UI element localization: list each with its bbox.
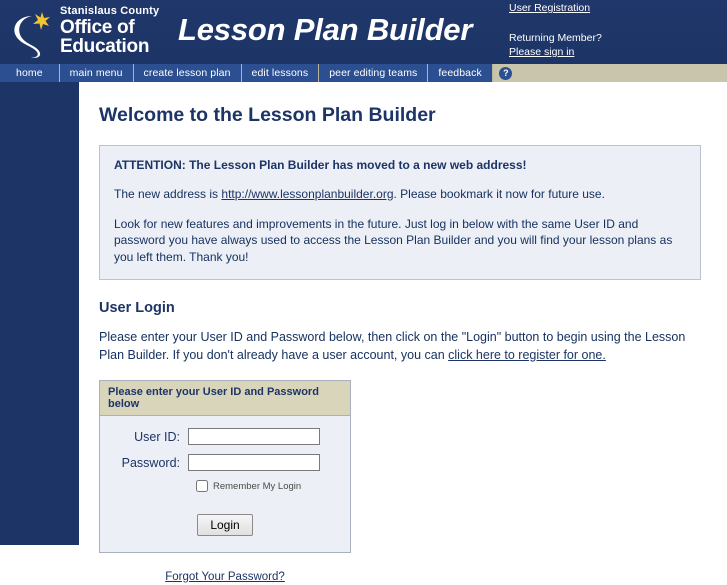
- login-panel-header: Please enter your User ID and Password below: [100, 381, 350, 416]
- logo-line-county: Stanislaus County: [60, 5, 160, 17]
- main-navigation: [0, 64, 727, 82]
- help-icon: ?: [499, 67, 512, 80]
- main-content: [79, 82, 727, 583]
- password-input[interactable]: [188, 454, 320, 471]
- attention-title: ATTENTION: The Lesson Plan Builder has moved to a new web address!: [114, 158, 527, 172]
- user-registration-link[interactable]: User Registration: [509, 2, 591, 14]
- login-button-row: [110, 514, 340, 536]
- remember-login-row: [196, 480, 340, 492]
- logo[interactable]: [8, 2, 176, 64]
- please-sign-in-link[interactable]: Please sign in: [509, 46, 575, 58]
- body-wrapper: [0, 82, 727, 583]
- nav-item-main-menu[interactable]: main menu: [60, 64, 134, 82]
- remember-login-label: Remember My Login: [213, 480, 302, 492]
- logo-text: [60, 6, 159, 56]
- password-label: Password:: [121, 455, 180, 470]
- left-rail: [0, 82, 79, 545]
- nav-item-create-lesson-plan[interactable]: create lesson plan: [134, 64, 242, 82]
- page-title: Welcome to the Lesson Plan Builder: [99, 104, 436, 126]
- login-instructions: [99, 328, 699, 364]
- attention-details: Look for new features and improvements in the future. Just log in below with the same User ID and password you have always used to access the Lesson Plan Builder and you will find your lesson plans as you left them. Thank you!: [114, 217, 673, 264]
- login-panel: [99, 380, 351, 553]
- nav-item-edit-lessons[interactable]: edit lessons: [242, 64, 320, 82]
- userid-input[interactable]: [188, 428, 320, 445]
- logo-line-education: Education: [60, 35, 150, 57]
- register-link[interactable]: click here to register for one.: [448, 347, 606, 362]
- forgot-password-link[interactable]: Forgot Your Password?: [165, 571, 285, 583]
- attention-address-post: . Please bookmark it now for future use.: [393, 187, 605, 201]
- remember-login-checkbox[interactable]: [196, 480, 208, 492]
- login-button[interactable]: Login: [197, 514, 252, 536]
- userid-row: [110, 428, 340, 445]
- password-row: [110, 454, 340, 471]
- nav-item-home[interactable]: home: [0, 64, 60, 82]
- returning-member-label: Returning Member?: [509, 32, 602, 44]
- nav-item-peer-editing-teams[interactable]: peer editing teams: [319, 64, 428, 82]
- userid-label: User ID:: [134, 429, 180, 444]
- nav-item-feedback[interactable]: feedback: [428, 64, 492, 82]
- logo-line-office: Office of: [60, 17, 135, 39]
- site-title: Lesson Plan Builder: [178, 12, 473, 47]
- new-address-link[interactable]: http://www.lessonplanbuilder.org: [221, 187, 394, 201]
- nav-filler: [519, 64, 727, 82]
- site-header: [0, 0, 727, 64]
- attention-notice: [99, 145, 701, 280]
- county-seal-icon: [12, 8, 58, 60]
- login-panel-body: [100, 416, 350, 552]
- user-login-heading: User Login: [99, 299, 175, 316]
- login-instructions-text: Please enter your User ID and Password below, then click on the "Login" button to begin using the Lesson Plan Builder. If you don't already have a user account, you can: [99, 329, 686, 362]
- help-button[interactable]: [493, 64, 519, 82]
- attention-address-pre: The new address is: [114, 187, 222, 201]
- attention-new-address: [114, 186, 686, 202]
- header-links: [509, 2, 719, 58]
- forgot-password-row: [99, 567, 351, 585]
